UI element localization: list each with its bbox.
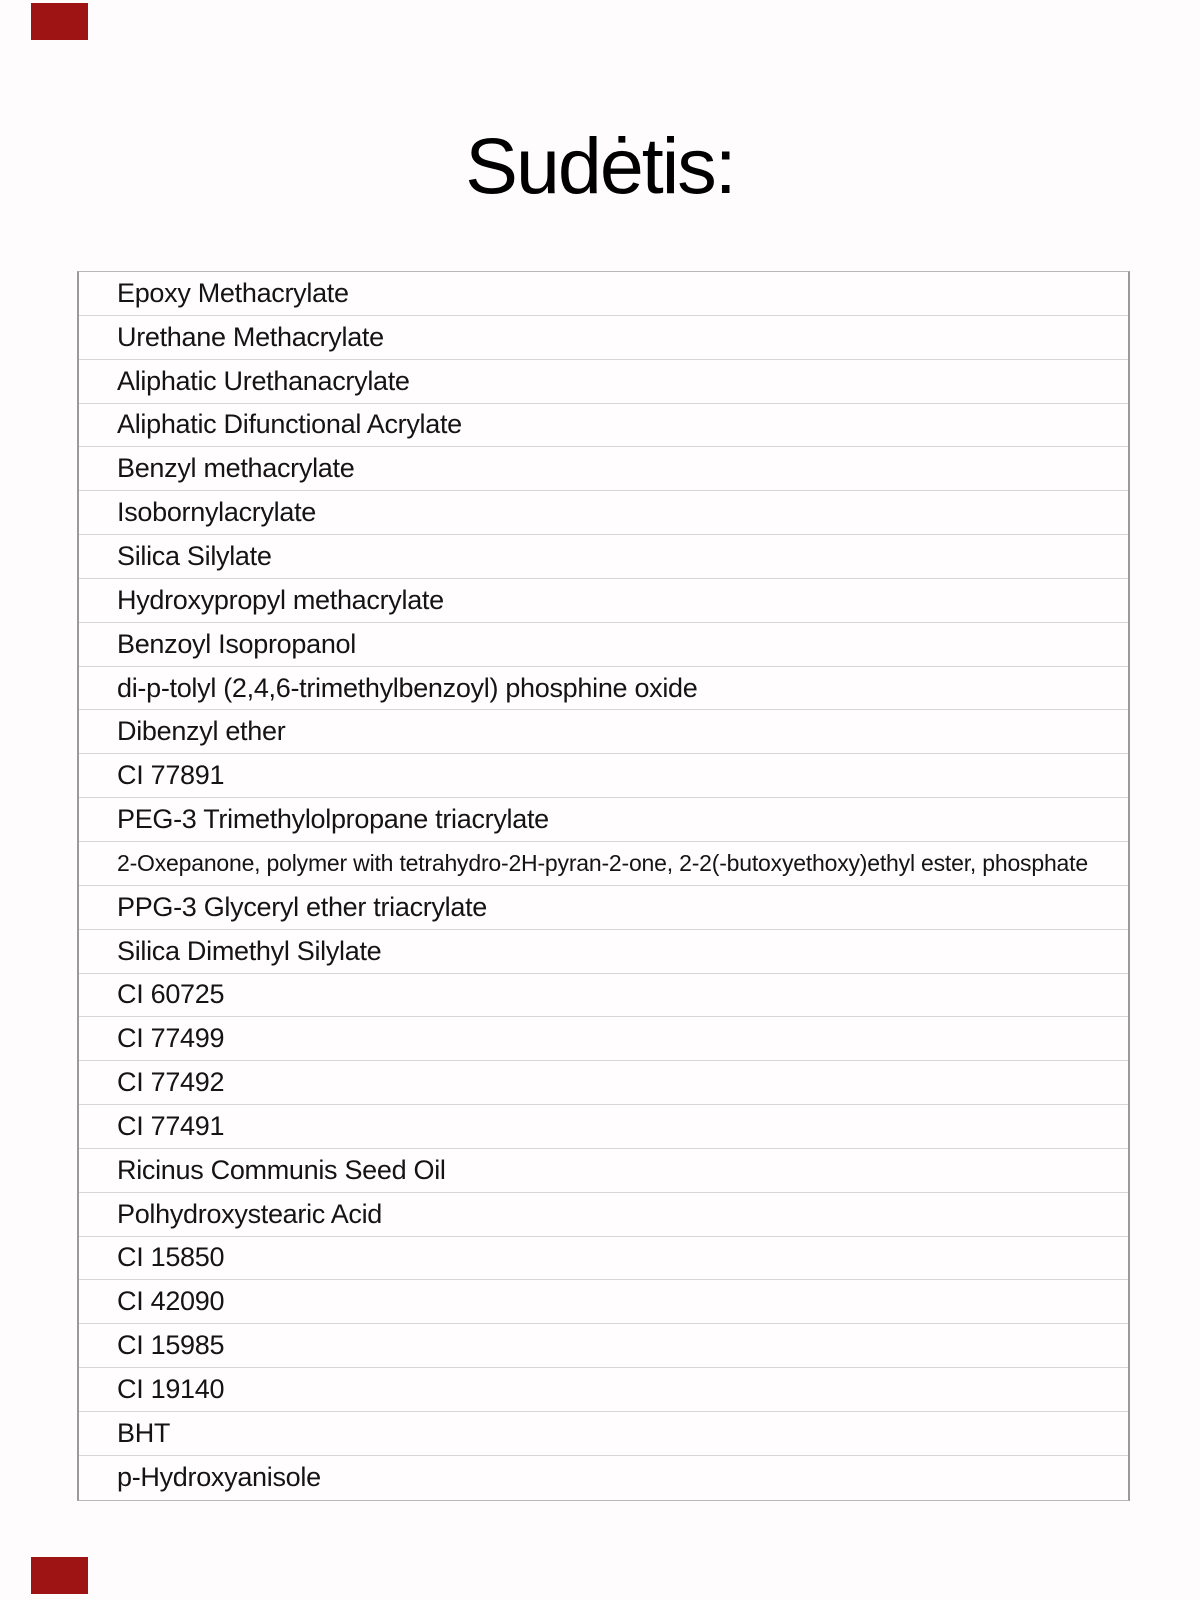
table-row <box>79 491 1128 535</box>
ingredient-label: Silica Dimethyl Silylate <box>117 935 382 966</box>
ingredient-label: 2-Oxepanone, polymer with tetrahydro-2H-pyran-2-one, 2-2(-butoxyethoxy)ethyl ester, phosphate <box>117 849 1088 876</box>
ingredient-label: Polhydroxystearic Acid <box>117 1198 383 1229</box>
ingredient-label: di-p-tolyl (2,4,6-trimethylbenzoyl) phosphine oxide <box>117 672 698 703</box>
table-row <box>79 1280 1128 1324</box>
table-row <box>79 930 1128 974</box>
table-row <box>79 798 1128 842</box>
ingredient-label: Aliphatic Difunctional Acrylate <box>117 409 462 440</box>
ingredient-label: Benzyl methacrylate <box>117 453 355 484</box>
table-row <box>79 535 1128 579</box>
table-row <box>79 316 1128 360</box>
ingredient-label: CI 15985 <box>117 1330 225 1361</box>
red-corner-mark-top <box>31 3 88 40</box>
table-row <box>79 1017 1128 1061</box>
table-row <box>79 1324 1128 1368</box>
table-row <box>79 404 1128 448</box>
table-row <box>79 447 1128 491</box>
table-row <box>79 974 1128 1018</box>
table-row <box>79 579 1128 623</box>
table-row <box>79 623 1128 667</box>
ingredient-label: Benzoyl Isopropanol <box>117 628 356 659</box>
ingredient-label: CI 60725 <box>117 979 225 1010</box>
ingredient-label: CI 15850 <box>117 1242 225 1273</box>
red-corner-mark-bottom <box>31 1557 88 1594</box>
ingredient-label: Isobornylacrylate <box>117 497 316 528</box>
ingredient-label: Silica Silylate <box>117 540 272 571</box>
ingredient-label: Hydroxypropyl methacrylate <box>117 584 444 615</box>
table-row <box>79 754 1128 798</box>
ingredient-label: BHT <box>117 1417 171 1448</box>
ingredient-label: Aliphatic Urethanacrylate <box>117 365 410 396</box>
ingredient-label: PPG-3 Glyceryl ether triacrylate <box>117 891 488 922</box>
ingredient-label: PEG-3 Trimethylolpropane triacrylate <box>117 804 549 835</box>
ingredient-label: CI 77492 <box>117 1067 225 1098</box>
table-row <box>79 1105 1128 1149</box>
ingredient-label: CI 77499 <box>117 1023 225 1054</box>
ingredient-label: Ricinus Communis Seed Oil <box>117 1154 446 1185</box>
table-row <box>79 1412 1128 1456</box>
table-row <box>79 842 1128 886</box>
ingredient-label: CI 19140 <box>117 1374 225 1405</box>
table-row <box>79 1061 1128 1105</box>
ingredient-label: Dibenzyl ether <box>117 716 286 747</box>
page-title: Sudėtis: <box>465 121 735 210</box>
table-row <box>79 1149 1128 1193</box>
ingredient-label: Epoxy Methacrylate <box>117 277 349 308</box>
table-row <box>79 1368 1128 1412</box>
ingredient-label: CI 77891 <box>117 760 225 791</box>
table-row <box>79 667 1128 711</box>
table-row <box>79 1456 1128 1500</box>
ingredient-label: p-Hydroxyanisole <box>117 1462 321 1493</box>
table-row <box>79 710 1128 754</box>
table-row <box>79 1237 1128 1281</box>
ingredient-label: CI 77491 <box>117 1110 225 1141</box>
table-row <box>79 360 1128 404</box>
table-row <box>79 1193 1128 1237</box>
ingredients-table <box>77 271 1130 1501</box>
table-row <box>79 272 1128 316</box>
ingredient-label: CI 42090 <box>117 1286 225 1317</box>
table-row <box>79 886 1128 930</box>
ingredient-label: Urethane Methacrylate <box>117 321 384 352</box>
